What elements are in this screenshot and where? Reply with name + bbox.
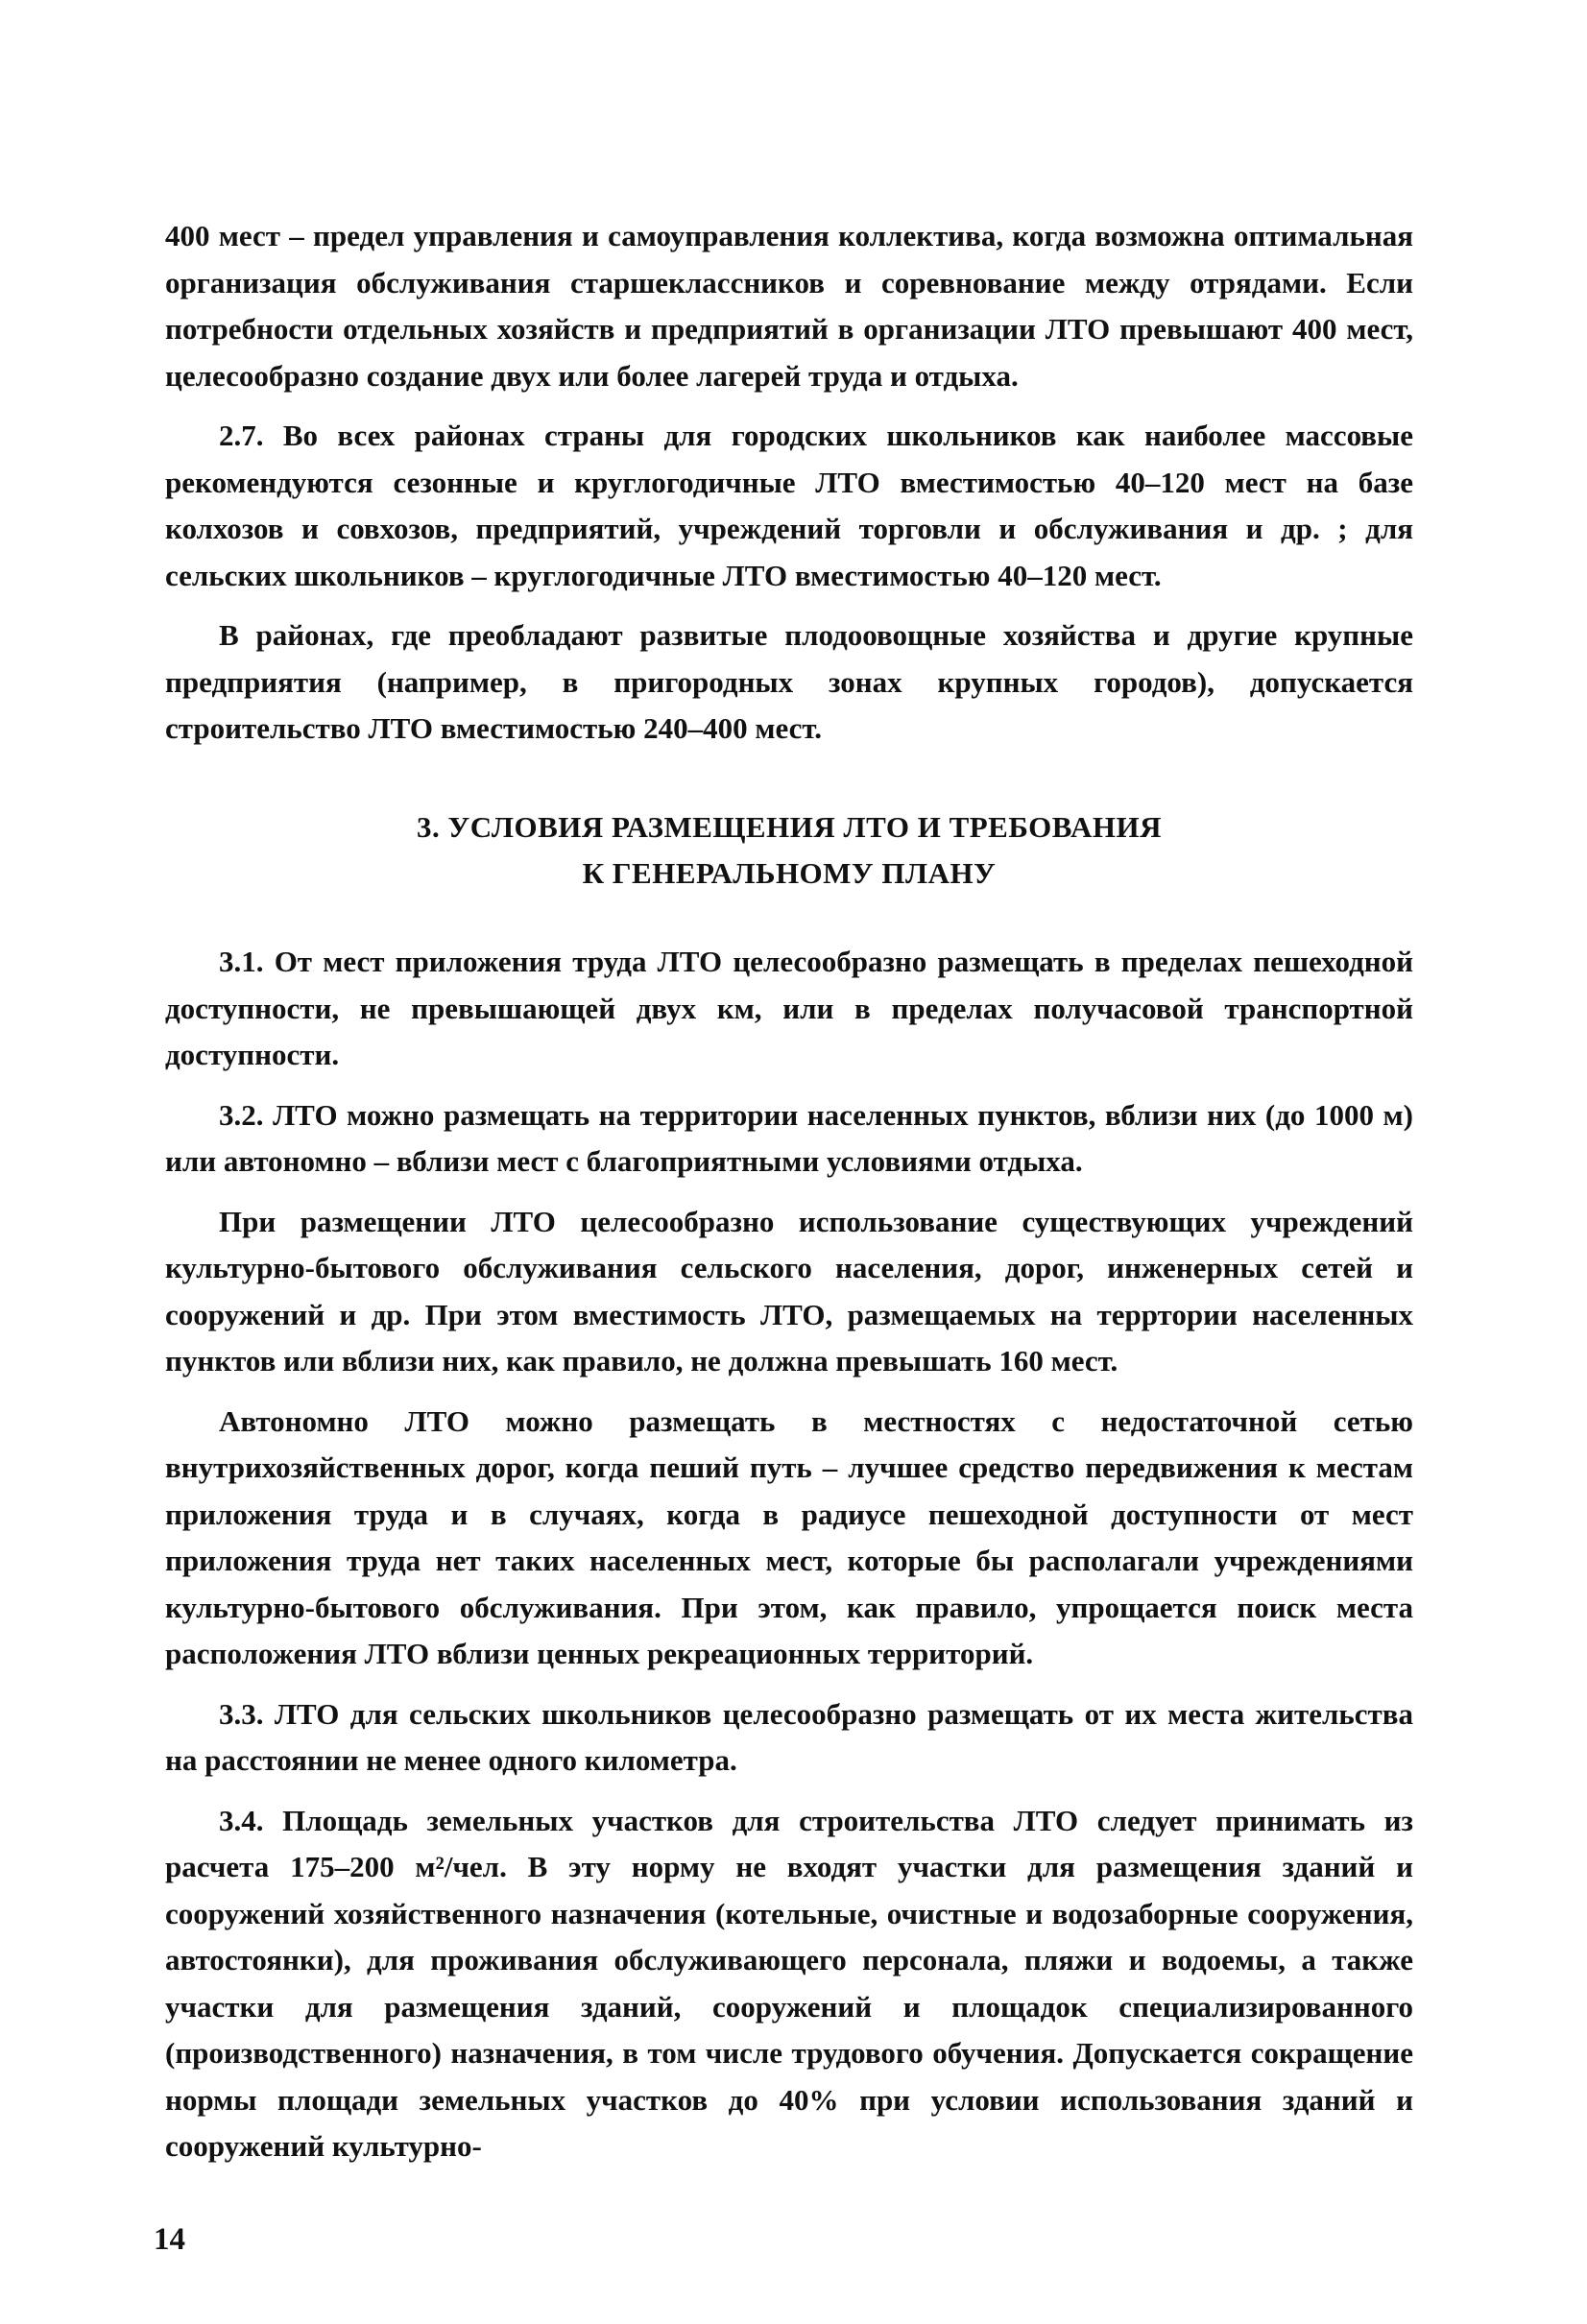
section-heading-line2: К ГЕНЕРАЛЬНОМУ ПЛАНУ [582, 856, 997, 890]
top-text-block [165, 213, 1413, 753]
paragraph-autonomous: Автономно ЛТО можно размещать в местностях с недостаточной сетью внутрихозяйственных дорог, когда пеший путь – лучшее средство передвижения к местам приложения труда и в случаях, когда в радиусе пешеходной доступности от мест приложения труда нет таких населенных мест, которые бы располагали учреждениями культурно-бытового обслуживания. При этом, как правило, упрощается поиск места расположения ЛТО вблизи ценных рекреационных территорий. [165, 1403, 1413, 1670]
paragraph-3-3: 3.3. ЛТО для сельских школьников целесообразно размещать от их места жительства на расстоянии не менее одного километра. [165, 1696, 1413, 1777]
page-number: 14 [154, 2222, 185, 2257]
paragraph-3-2: 3.2. ЛТО можно размещать на территории населенных пунктов, вблизи них (до 1000 м) или автономно – вблизи мест с благоприятными условиями отдыха. [165, 1097, 1413, 1178]
paragraph-3-1: 3.1. От мест приложения труда ЛТО целесообразно размещать в пределах пешеходной доступности, не превышающей двух км, или в пределах получасовой транспортной доступности. [165, 945, 1413, 1071]
paragraph-districts: В районах, где преобладают развитые плодоовощные хозяйства и другие крупные предприятия (например, в пригородных зонах крупных городов), допускается строительство ЛТО вместимостью 240–400 мест. [165, 618, 1413, 745]
section-heading [165, 804, 1413, 897]
paragraph-2-7: 2.7. Во всех районах страны для городских школьников как наиболее массовые рекомендуются сезонные и круглогодичные ЛТО вместимостью 40–120 мест на базе колхозов и совхозов, предприятий, учреждений торговли и обслуживания и др. ; для сельских школьников – круглогодичные ЛТО вместимостью 40–120 мест. [165, 419, 1413, 592]
paragraph-placement: При размещении ЛТО целесообразно использование существующих учреждений культурно-бытового обслуживания сельского населения, дорог, инженерных сетей и сооружений и др. При этом вместимость ЛТО, размещаемых на терртории населенных пунктов или вблизи них, как правило, не должна превышать 160 мест. [165, 1204, 1413, 1378]
section-text-block [165, 939, 1413, 2170]
paragraph-3-4: 3.4. Площадь земельных участков для строительства ЛТО следует принимать из расчета 175–200 м²/чел. В эту норму не входят участки для размещения зданий и сооружений хозяйственного назначения (котельные, очистные и водозаборные сооружения, автостоянки), для проживания обслуживающего персонала, пляжи и водоемы, а также участки для размещения зданий, сооружений и площадок специализированного (производственного) назначения, в том числе трудового обучения. Допускается сокращение нормы площади земельных участков до 40% при условии использования зданий и сооружений культурно- [165, 1803, 1413, 2163]
section-heading-line1: 3. УСЛОВИЯ РАЗМЕЩЕНИЯ ЛТО И ТРЕБОВАНИЯ [417, 810, 1162, 844]
paragraph-continuation: 400 мест – предел управления и самоуправления коллектива, когда возможна оптимальная организация обслуживания старшеклассников и соревнование между отрядами. Если потребности отдельных хозяйств и предприятий в организации ЛТО превышают 400 мест, целесообразно создание двух или более лагерей труда и отдыха. [165, 219, 1413, 393]
